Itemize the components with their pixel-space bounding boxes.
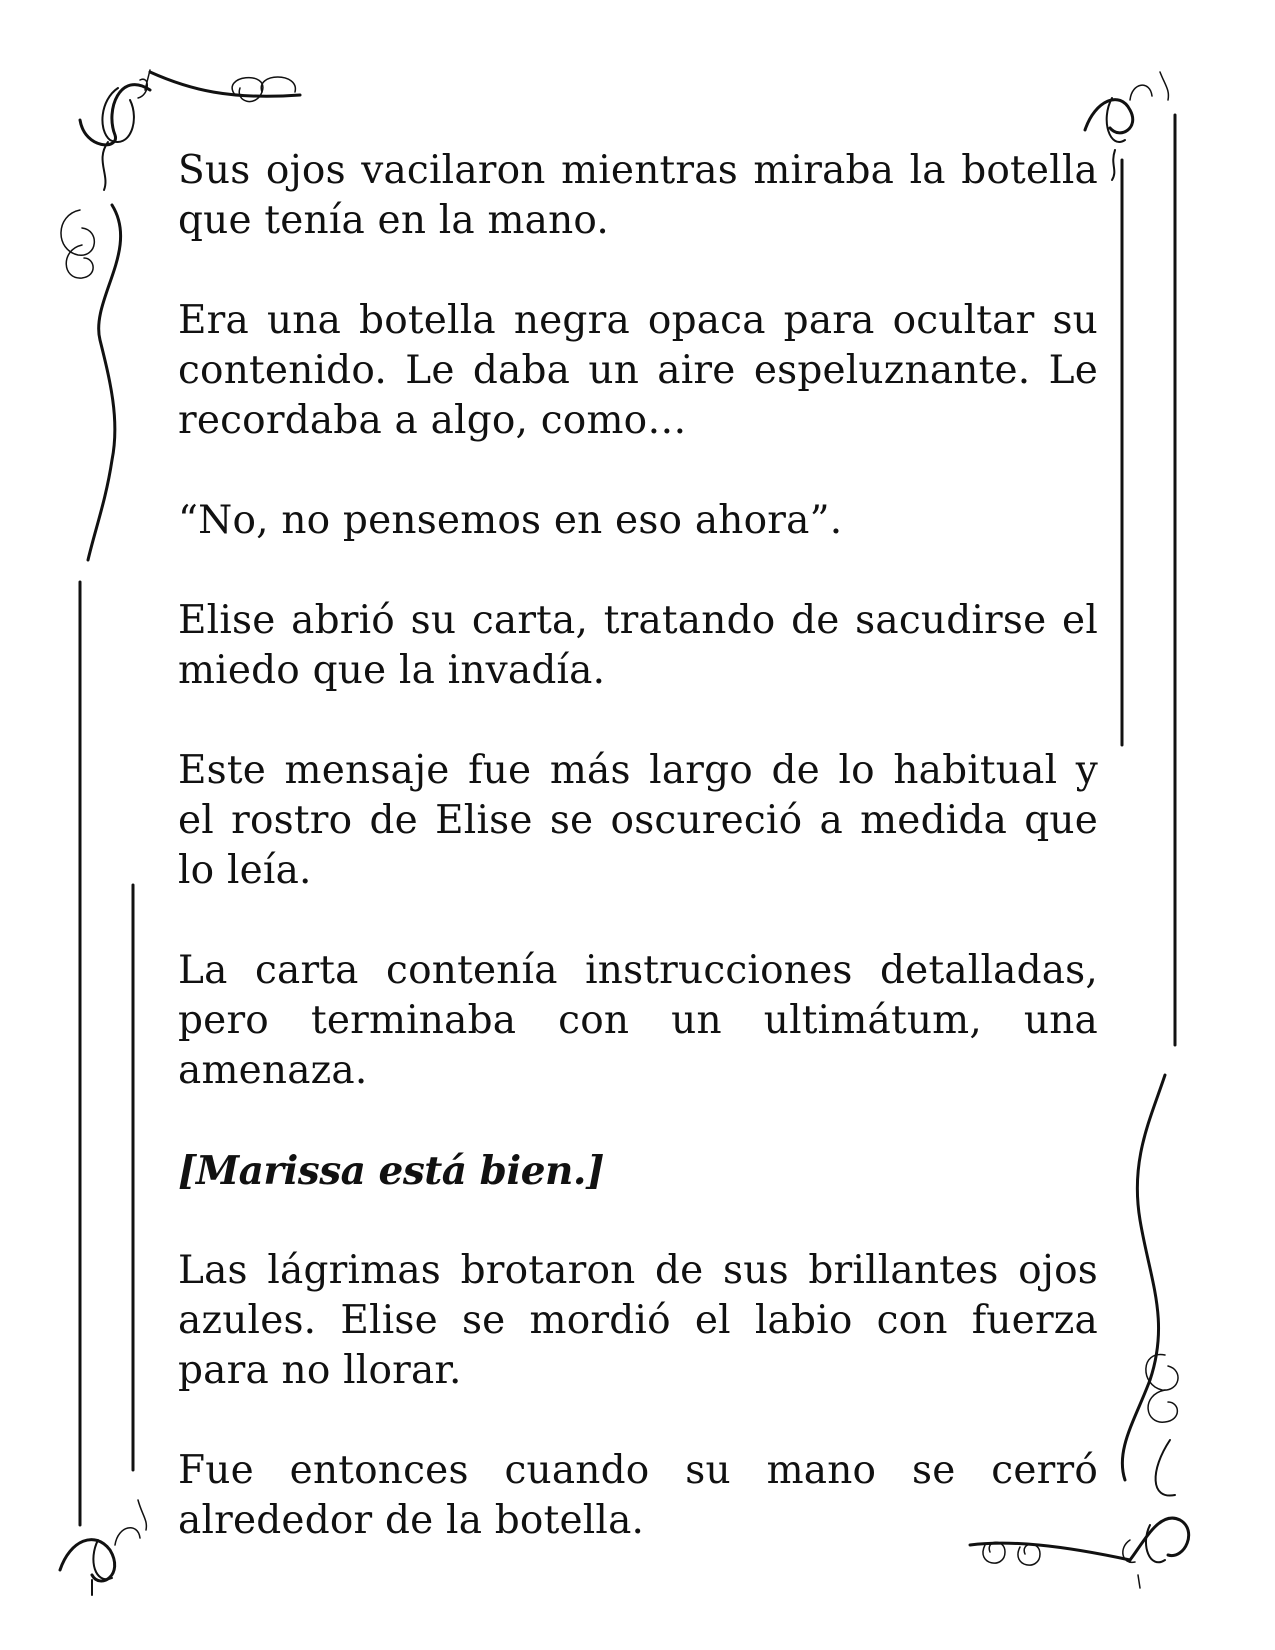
paragraph: Este mensaje fue más largo de lo habitual y el rostro de Elise se oscureció a medida que lo leía.	[178, 748, 1098, 893]
paragraph: Elise abrió su carta, tratando de sacudirse el miedo que la invadía.	[178, 598, 1098, 693]
paragraph: Sus ojos vacilaron mientras miraba la botella que tenía en la mano.	[178, 148, 1098, 243]
paragraph: La carta contenía instrucciones detalladas, pero terminaba con un ultimátum, una amenaza.	[178, 948, 1098, 1093]
letter-quote: [Marissa está bien.]	[178, 1148, 604, 1194]
story-text	[178, 146, 1098, 1596]
right-side-flourish	[1122, 1075, 1178, 1496]
paragraph: Era una botella negra opaca para ocultar su contenido. Le daba un aire espeluznante. Le recordaba a algo, como…	[178, 298, 1098, 443]
bottom-left-flourish	[60, 1500, 146, 1595]
top-right-flourish	[1085, 72, 1175, 1045]
paragraph: Las lágrimas brotaron de sus brillantes ojos azules. Elise se mordió el labio con fuerza para no llorar.	[178, 1248, 1098, 1393]
paragraph: Fue entonces cuando su mano se cerró alrededor de la botella.	[178, 1448, 1098, 1543]
paragraph: “No, no pensemos en eso ahora”.	[178, 498, 843, 543]
